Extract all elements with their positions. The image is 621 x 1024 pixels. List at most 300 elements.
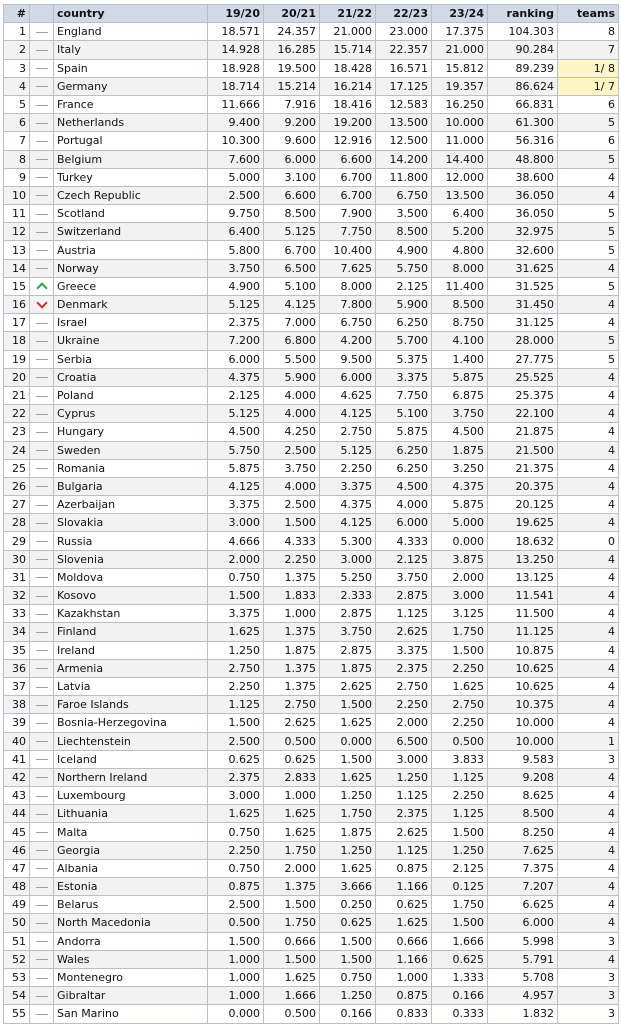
cell-teams: 1 — [558, 732, 619, 750]
cell-season-1: 5.000 — [208, 168, 264, 186]
table-row[interactable] — [4, 732, 619, 750]
dash-icon — [36, 377, 48, 378]
cell-rank: 55 — [4, 1005, 30, 1023]
cell-country: Slovenia — [54, 550, 208, 568]
cell-teams: 4 — [558, 386, 619, 404]
cell-season-4: 0.666 — [376, 932, 432, 950]
table-row[interactable] — [4, 841, 619, 859]
cell-season-1: 5.125 — [208, 296, 264, 314]
cell-country: Armenia — [54, 659, 208, 677]
col-header-country[interactable]: country — [54, 5, 208, 23]
cell-season-1: 6.000 — [208, 350, 264, 368]
cell-country: Sweden — [54, 441, 208, 459]
table-row[interactable] — [4, 496, 619, 514]
cell-season-3: 1.250 — [320, 787, 376, 805]
cell-season-1: 9.400 — [208, 114, 264, 132]
cell-trend — [30, 732, 54, 750]
dash-icon — [36, 632, 48, 633]
table-row[interactable] — [4, 332, 619, 350]
cell-season-5: 11.000 — [432, 132, 488, 150]
table-row[interactable] — [4, 241, 619, 259]
cell-season-1: 0.750 — [208, 859, 264, 877]
cell-season-1: 7.600 — [208, 150, 264, 168]
cell-season-4: 12.500 — [376, 132, 432, 150]
cell-rank: 5 — [4, 95, 30, 113]
cell-season-4: 2.250 — [376, 696, 432, 714]
cell-season-5: 0.625 — [432, 950, 488, 968]
cell-trend — [30, 41, 54, 59]
table-row[interactable] — [4, 823, 619, 841]
cell-trend — [30, 332, 54, 350]
cell-season-5: 13.500 — [432, 186, 488, 204]
cell-teams: 4 — [558, 477, 619, 495]
cell-season-2: 1.833 — [264, 587, 320, 605]
cell-country: Belarus — [54, 896, 208, 914]
cell-ranking: 18.632 — [488, 532, 558, 550]
cell-ranking: 5.998 — [488, 932, 558, 950]
table-row[interactable] — [4, 859, 619, 877]
cell-ranking: 4.957 — [488, 987, 558, 1005]
cell-season-3: 3.666 — [320, 878, 376, 896]
cell-season-3: 18.428 — [320, 59, 376, 77]
table-row[interactable] — [4, 750, 619, 768]
cell-teams: 4 — [558, 878, 619, 896]
cell-teams: 4 — [558, 514, 619, 532]
dash-icon — [36, 123, 48, 124]
cell-country: Italy — [54, 41, 208, 59]
dash-icon — [36, 359, 48, 360]
table-row[interactable] — [4, 659, 619, 677]
dash-icon — [36, 105, 48, 106]
cell-country: Greece — [54, 277, 208, 295]
table-row[interactable] — [4, 186, 619, 204]
cell-season-4: 1.125 — [376, 841, 432, 859]
cell-season-5: 2.250 — [432, 659, 488, 677]
dash-icon — [36, 650, 48, 651]
cell-rank: 54 — [4, 987, 30, 1005]
cell-ranking: 10.375 — [488, 696, 558, 714]
cell-trend — [30, 896, 54, 914]
cell-ranking: 9.583 — [488, 750, 558, 768]
cell-season-4: 2.875 — [376, 587, 432, 605]
cell-season-3: 7.800 — [320, 296, 376, 314]
cell-rank: 1 — [4, 23, 30, 41]
cell-season-3: 2.333 — [320, 587, 376, 605]
dash-icon — [36, 559, 48, 560]
cell-season-3: 18.416 — [320, 95, 376, 113]
cell-trend — [30, 496, 54, 514]
cell-season-3: 2.875 — [320, 605, 376, 623]
cell-season-2: 1.666 — [264, 987, 320, 1005]
table-row[interactable] — [4, 605, 619, 623]
cell-rank: 50 — [4, 914, 30, 932]
dash-icon — [36, 723, 48, 724]
cell-season-2: 1.375 — [264, 568, 320, 586]
dash-icon — [36, 759, 48, 760]
cell-season-2: 1.500 — [264, 896, 320, 914]
table-row[interactable] — [4, 205, 619, 223]
col-header-season-4[interactable]: 22/23 — [376, 5, 432, 23]
cell-season-4: 6.250 — [376, 441, 432, 459]
cell-season-2: 4.000 — [264, 477, 320, 495]
table-row[interactable] — [4, 587, 619, 605]
cell-ranking: 90.284 — [488, 41, 558, 59]
dash-icon — [36, 68, 48, 69]
cell-country: Netherlands — [54, 114, 208, 132]
col-header-season-5[interactable]: 23/24 — [432, 5, 488, 23]
cell-country: Latvia — [54, 677, 208, 695]
cell-country: Andorra — [54, 932, 208, 950]
cell-season-5: 16.250 — [432, 95, 488, 113]
table-row[interactable] — [4, 896, 619, 914]
dash-icon — [36, 32, 48, 33]
table-row[interactable] — [4, 878, 619, 896]
table-row[interactable] — [4, 568, 619, 586]
cell-season-3: 4.625 — [320, 386, 376, 404]
cell-rank: 38 — [4, 696, 30, 714]
cell-season-3: 1.500 — [320, 950, 376, 968]
table-row[interactable] — [4, 514, 619, 532]
cell-trend — [30, 368, 54, 386]
cell-trend — [30, 950, 54, 968]
cell-ranking: 7.207 — [488, 878, 558, 896]
cell-trend — [30, 77, 54, 95]
cell-season-3: 1.625 — [320, 714, 376, 732]
cell-season-2: 2.833 — [264, 768, 320, 786]
cell-season-1: 0.875 — [208, 878, 264, 896]
cell-season-5: 8.750 — [432, 314, 488, 332]
cell-trend — [30, 277, 54, 295]
col-header-rank[interactable]: # — [4, 5, 30, 23]
cell-season-2: 8.500 — [264, 205, 320, 223]
cell-season-2: 4.250 — [264, 423, 320, 441]
cell-season-3: 19.200 — [320, 114, 376, 132]
table-row[interactable] — [4, 223, 619, 241]
cell-country: Montenegro — [54, 968, 208, 986]
cell-rank: 51 — [4, 932, 30, 950]
cell-trend — [30, 677, 54, 695]
table-row[interactable] — [4, 386, 619, 404]
cell-teams: 4 — [558, 896, 619, 914]
cell-season-5: 21.000 — [432, 41, 488, 59]
cell-season-2: 15.214 — [264, 77, 320, 95]
cell-trend — [30, 1005, 54, 1023]
table-row[interactable] — [4, 368, 619, 386]
cell-country: Croatia — [54, 368, 208, 386]
cell-teams: 4 — [558, 950, 619, 968]
dash-icon — [36, 159, 48, 160]
cell-teams: 1/ 7 — [558, 77, 619, 95]
cell-rank: 42 — [4, 768, 30, 786]
cell-ranking: 28.000 — [488, 332, 558, 350]
cell-season-2: 16.285 — [264, 41, 320, 59]
cell-season-3: 6.700 — [320, 168, 376, 186]
cell-season-5: 2.000 — [432, 568, 488, 586]
cell-ranking: 66.831 — [488, 95, 558, 113]
table-row[interactable] — [4, 405, 619, 423]
cell-season-4: 17.125 — [376, 77, 432, 95]
table-row[interactable] — [4, 168, 619, 186]
cell-season-4: 0.875 — [376, 987, 432, 1005]
cell-season-2: 5.100 — [264, 277, 320, 295]
cell-season-3: 6.700 — [320, 186, 376, 204]
cell-teams: 4 — [558, 314, 619, 332]
cell-country: Cyprus — [54, 405, 208, 423]
dash-icon — [36, 1014, 48, 1015]
cell-ranking: 7.375 — [488, 859, 558, 877]
cell-season-4: 6.000 — [376, 514, 432, 532]
table-row[interactable] — [4, 550, 619, 568]
cell-ranking: 5.708 — [488, 968, 558, 986]
table-row[interactable] — [4, 477, 619, 495]
cell-country: Bosnia-Herzegovina — [54, 714, 208, 732]
cell-country: Bulgaria — [54, 477, 208, 495]
cell-season-2: 0.500 — [264, 732, 320, 750]
cell-season-5: 2.250 — [432, 787, 488, 805]
cell-season-1: 4.125 — [208, 477, 264, 495]
table-row[interactable] — [4, 787, 619, 805]
cell-season-4: 1.125 — [376, 787, 432, 805]
table-row[interactable] — [4, 277, 619, 295]
table-row[interactable] — [4, 677, 619, 695]
cell-trend — [30, 350, 54, 368]
cell-season-5: 1.750 — [432, 623, 488, 641]
cell-season-1: 1.000 — [208, 968, 264, 986]
cell-rank: 7 — [4, 132, 30, 150]
cell-country: Moldova — [54, 568, 208, 586]
table-row[interactable] — [4, 132, 619, 150]
cell-ranking: 89.239 — [488, 59, 558, 77]
table-row[interactable] — [4, 41, 619, 59]
cell-trend — [30, 223, 54, 241]
cell-season-5: 3.125 — [432, 605, 488, 623]
cell-season-1: 10.300 — [208, 132, 264, 150]
cell-season-4: 4.333 — [376, 532, 432, 550]
cell-season-4: 1.166 — [376, 950, 432, 968]
cell-season-2: 1.750 — [264, 914, 320, 932]
uefa-country-ranking-table — [3, 4, 619, 1024]
cell-season-3: 4.200 — [320, 332, 376, 350]
cell-season-2: 4.333 — [264, 532, 320, 550]
cell-ranking: 11.541 — [488, 587, 558, 605]
cell-season-4: 2.750 — [376, 677, 432, 695]
table-row[interactable] — [4, 914, 619, 932]
cell-country: Ireland — [54, 641, 208, 659]
cell-teams: 5 — [558, 277, 619, 295]
cell-teams: 4 — [558, 296, 619, 314]
col-header-ranking[interactable]: ranking — [488, 5, 558, 23]
table-row[interactable] — [4, 423, 619, 441]
cell-season-1: 0.750 — [208, 823, 264, 841]
table-row[interactable] — [4, 950, 619, 968]
cell-season-1: 3.000 — [208, 787, 264, 805]
cell-season-5: 1.400 — [432, 350, 488, 368]
cell-season-4: 2.625 — [376, 823, 432, 841]
dash-icon — [36, 741, 48, 742]
cell-season-1: 2.500 — [208, 732, 264, 750]
cell-teams: 5 — [558, 241, 619, 259]
cell-season-2: 5.125 — [264, 223, 320, 241]
table-row[interactable] — [4, 1005, 619, 1023]
cell-country: Wales — [54, 950, 208, 968]
cell-teams: 5 — [558, 150, 619, 168]
table-row[interactable] — [4, 441, 619, 459]
table-row[interactable] — [4, 459, 619, 477]
cell-country: San Marino — [54, 1005, 208, 1023]
dash-icon — [36, 850, 48, 851]
table-row[interactable] — [4, 805, 619, 823]
dash-icon — [36, 668, 48, 669]
cell-country: France — [54, 95, 208, 113]
cell-trend — [30, 423, 54, 441]
cell-country: Luxembourg — [54, 787, 208, 805]
cell-season-5: 1.500 — [432, 823, 488, 841]
cell-ranking: 61.300 — [488, 114, 558, 132]
cell-ranking: 36.050 — [488, 186, 558, 204]
table-row[interactable] — [4, 532, 619, 550]
cell-season-5: 1.500 — [432, 914, 488, 932]
table-row[interactable] — [4, 714, 619, 732]
dash-icon — [36, 814, 48, 815]
cell-rank: 24 — [4, 441, 30, 459]
cell-season-3: 1.750 — [320, 805, 376, 823]
cell-country: Hungary — [54, 423, 208, 441]
cell-season-5: 3.833 — [432, 750, 488, 768]
cell-trend — [30, 550, 54, 568]
cell-country: Portugal — [54, 132, 208, 150]
table-row[interactable] — [4, 350, 619, 368]
table-row[interactable] — [4, 641, 619, 659]
cell-rank: 25 — [4, 459, 30, 477]
col-header-teams[interactable]: teams — [558, 5, 619, 23]
cell-season-4: 11.800 — [376, 168, 432, 186]
cell-season-2: 0.625 — [264, 750, 320, 768]
cell-season-3: 1.500 — [320, 932, 376, 950]
table-row[interactable] — [4, 296, 619, 314]
col-header-season-2[interactable]: 20/21 — [264, 5, 320, 23]
cell-season-3: 3.375 — [320, 477, 376, 495]
cell-season-3: 9.500 — [320, 350, 376, 368]
dash-icon — [36, 141, 48, 142]
cell-teams: 4 — [558, 677, 619, 695]
cell-season-4: 5.700 — [376, 332, 432, 350]
cell-season-3: 5.125 — [320, 441, 376, 459]
cell-country: Finland — [54, 623, 208, 641]
cell-ranking: 21.875 — [488, 423, 558, 441]
col-header-season-3[interactable]: 21/22 — [320, 5, 376, 23]
cell-season-1: 2.000 — [208, 550, 264, 568]
cell-trend — [30, 132, 54, 150]
cell-trend — [30, 205, 54, 223]
cell-season-5: 1.250 — [432, 841, 488, 859]
table-row[interactable] — [4, 932, 619, 950]
cell-season-3: 12.916 — [320, 132, 376, 150]
cell-teams: 4 — [558, 368, 619, 386]
table-row[interactable] — [4, 95, 619, 113]
cell-season-2: 5.500 — [264, 350, 320, 368]
cell-season-2: 6.000 — [264, 150, 320, 168]
cell-season-4: 6.250 — [376, 459, 432, 477]
cell-trend — [30, 823, 54, 841]
cell-teams: 0 — [558, 532, 619, 550]
cell-season-3: 0.750 — [320, 968, 376, 986]
table-row[interactable] — [4, 623, 619, 641]
cell-country: Czech Republic — [54, 186, 208, 204]
table-row[interactable] — [4, 768, 619, 786]
cell-season-2: 1.375 — [264, 623, 320, 641]
cell-season-2: 19.500 — [264, 59, 320, 77]
cell-season-2: 24.357 — [264, 23, 320, 41]
cell-season-5: 2.125 — [432, 859, 488, 877]
cell-rank: 33 — [4, 605, 30, 623]
table-row[interactable] — [4, 314, 619, 332]
cell-teams: 3 — [558, 987, 619, 1005]
table-row[interactable] — [4, 987, 619, 1005]
dash-icon — [36, 177, 48, 178]
table-row[interactable] — [4, 968, 619, 986]
cell-season-5: 0.000 — [432, 532, 488, 550]
dash-icon — [36, 323, 48, 324]
cell-trend — [30, 532, 54, 550]
cell-rank: 18 — [4, 332, 30, 350]
table-row[interactable] — [4, 114, 619, 132]
ranking-table-container — [3, 4, 619, 1024]
cell-season-2: 2.750 — [264, 696, 320, 714]
cell-ranking: 11.500 — [488, 605, 558, 623]
col-header-season-1[interactable]: 19/20 — [208, 5, 264, 23]
cell-season-4: 12.583 — [376, 95, 432, 113]
cell-ranking: 31.450 — [488, 296, 558, 314]
cell-ranking: 27.775 — [488, 350, 558, 368]
cell-trend — [30, 95, 54, 113]
cell-season-4: 3.375 — [376, 368, 432, 386]
cell-teams: 3 — [558, 968, 619, 986]
cell-country: Kosovo — [54, 587, 208, 605]
cell-ranking: 31.125 — [488, 314, 558, 332]
cell-country: Israel — [54, 314, 208, 332]
cell-season-1: 1.625 — [208, 805, 264, 823]
cell-season-5: 15.812 — [432, 59, 488, 77]
table-row[interactable] — [4, 259, 619, 277]
cell-season-2: 5.900 — [264, 368, 320, 386]
cell-trend — [30, 768, 54, 786]
cell-ranking: 8.500 — [488, 805, 558, 823]
cell-trend — [30, 23, 54, 41]
cell-trend — [30, 605, 54, 623]
cell-rank: 21 — [4, 386, 30, 404]
cell-season-2: 2.250 — [264, 550, 320, 568]
table-row[interactable] — [4, 77, 619, 95]
cell-season-1: 1.000 — [208, 950, 264, 968]
cell-ranking: 11.125 — [488, 623, 558, 641]
cell-season-3: 7.900 — [320, 205, 376, 223]
cell-season-1: 5.750 — [208, 441, 264, 459]
table-row[interactable] — [4, 59, 619, 77]
cell-ranking: 6.625 — [488, 896, 558, 914]
dash-icon — [36, 996, 48, 997]
cell-season-2: 6.500 — [264, 259, 320, 277]
cell-season-4: 5.750 — [376, 259, 432, 277]
cell-rank: 47 — [4, 859, 30, 877]
cell-country: England — [54, 23, 208, 41]
cell-season-5: 1.625 — [432, 677, 488, 695]
cell-rank: 28 — [4, 514, 30, 532]
table-row[interactable] — [4, 23, 619, 41]
dash-icon — [36, 868, 48, 869]
cell-ranking: 32.975 — [488, 223, 558, 241]
table-row[interactable] — [4, 150, 619, 168]
table-row[interactable] — [4, 696, 619, 714]
